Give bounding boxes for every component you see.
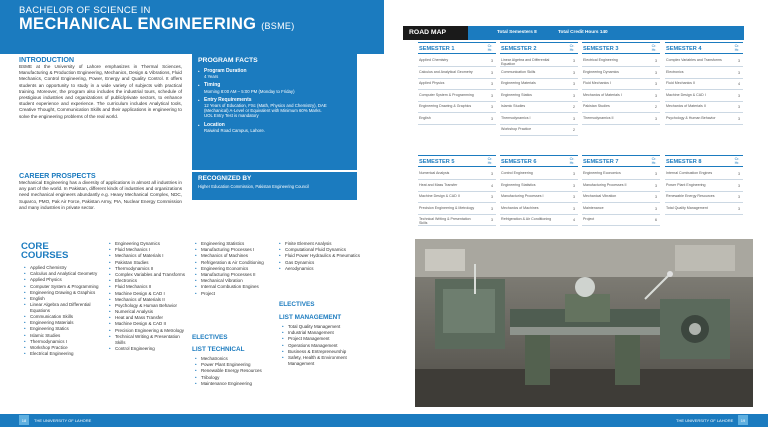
roadmap-total-credits: Total Credit Hours 140 bbox=[558, 29, 608, 34]
credit-hours-label: Cr. Hr. bbox=[734, 44, 740, 53]
course-name: Power Plant Engineering bbox=[666, 182, 706, 187]
credit-hours-label: Cr. Hr. bbox=[651, 44, 657, 53]
course-name: Engineering Statistics bbox=[501, 182, 536, 187]
core-col-2 bbox=[109, 241, 189, 352]
semester-name: SEMESTER 4 bbox=[666, 46, 702, 52]
course-name: Project bbox=[583, 217, 595, 221]
course-credit-hours: 6 bbox=[655, 218, 657, 222]
course-name: Engineering Economics bbox=[583, 171, 621, 175]
entry-test: UOL Entry Test is mandatory bbox=[204, 113, 259, 119]
course-name: Mechanics of Machines bbox=[501, 205, 539, 210]
core-course-item: • Applied Chemistry bbox=[24, 265, 106, 271]
core-course-item: • Complex Variables and Transforms bbox=[109, 272, 189, 278]
entry-label: • Entry Requirements bbox=[204, 96, 252, 103]
core-course-item: • Mechanics of Materials I bbox=[109, 253, 189, 259]
roadmap-course-row bbox=[582, 102, 660, 113]
semester-header bbox=[582, 155, 660, 167]
core-course-item: • Linear Algebra and Differential Equations bbox=[24, 302, 106, 314]
roadmap-course-row bbox=[500, 192, 578, 203]
course-credit-hours: 3 bbox=[738, 116, 740, 121]
management-elective-item: • Business & Entrepreneurship bbox=[282, 349, 364, 355]
core-course-item: • Fluid Mechanics II bbox=[109, 284, 189, 290]
course-credit-hours: 3 bbox=[573, 172, 575, 176]
technical-elective-item: • Power Plant Engineering bbox=[195, 362, 275, 368]
electives-heading-management: ELECTIVES bbox=[279, 301, 315, 308]
course-name: Renewable Energy Resources bbox=[666, 194, 715, 198]
roadmap-course-row bbox=[418, 91, 496, 102]
core-course-item: • Aerodynamics bbox=[279, 266, 361, 272]
core-course-item: • Project bbox=[195, 291, 275, 297]
course-credit-hours: 3 bbox=[738, 105, 740, 109]
fact-location bbox=[198, 123, 351, 133]
roadmap-course-row bbox=[418, 114, 496, 125]
core-course-item: • Precision Engineering & Metrology bbox=[109, 328, 189, 334]
course-name: Precision Engineering & Metrology bbox=[419, 205, 475, 210]
course-credit-hours: 3 bbox=[491, 218, 493, 222]
course-name: Workshop Practice bbox=[501, 127, 532, 131]
course-name: Engineering Drawing & Graphics bbox=[419, 104, 472, 108]
technical-elective-item: • Tribology bbox=[195, 375, 275, 381]
course-name: Engineering Materials bbox=[501, 81, 536, 85]
course-credit-hours: 3 bbox=[655, 183, 657, 188]
roadmap-course-row bbox=[665, 102, 743, 113]
course-name: Control Engineering bbox=[501, 171, 533, 175]
roadmap-course-row bbox=[582, 192, 660, 203]
course-credit-hours: 3 bbox=[573, 93, 575, 98]
course-credit-hours: 2 bbox=[573, 105, 575, 109]
roadmap-course-row bbox=[418, 102, 496, 113]
management-elective-item: • Operations Management bbox=[282, 343, 364, 349]
course-name: Total Quality Management bbox=[666, 205, 708, 210]
core-course-item: • Machine Design & CAD II bbox=[109, 321, 189, 327]
core-course-item: • Numerical Analysis bbox=[109, 309, 189, 315]
timing-value: Morning 8:00 AM – 5:00 PM (Monday to Friday) bbox=[204, 88, 295, 94]
course-name: Islamic Studies bbox=[501, 104, 526, 108]
program-facts-box bbox=[192, 54, 357, 170]
core-course-item: • Pakistan Studies bbox=[109, 260, 189, 266]
timing-label: • Timing bbox=[204, 82, 221, 89]
course-name: Thermodynamics I bbox=[501, 115, 531, 120]
roadmap-course-row bbox=[500, 91, 578, 102]
semester-name: SEMESTER 8 bbox=[666, 159, 702, 165]
course-credit-hours: 4 bbox=[573, 218, 575, 222]
core-course-item: • Engineering Economics bbox=[195, 266, 275, 272]
course-name: Calculus and Analytical Geometry bbox=[419, 69, 473, 74]
course-credit-hours: 3 bbox=[491, 195, 493, 199]
footer-text-left: THE UNIVERSITY OF LAHORE bbox=[34, 418, 92, 423]
core-course-item: • Engineering Dynamics bbox=[109, 241, 189, 247]
entry-value: 12 Years of Education, FSc (Math, Physics and Chemistry), DAE (Mechanical) A-Level or Equivalent with Minimum 60% Marks. bbox=[204, 103, 327, 114]
credit-hours-label: Cr. Hr. bbox=[569, 44, 575, 53]
roadmap-course-row bbox=[665, 79, 743, 90]
fact-duration bbox=[198, 69, 351, 79]
course-credit-hours: 3 bbox=[573, 195, 575, 199]
course-credit-hours: 3 bbox=[655, 59, 657, 63]
course-name: Complex Variables and Transforms bbox=[666, 58, 722, 62]
roadmap-course-row bbox=[582, 215, 660, 226]
course-credit-hours: 3 bbox=[655, 82, 657, 86]
technical-list-heading: LIST TECHNICAL bbox=[192, 346, 245, 353]
roadmap-course-row bbox=[500, 79, 578, 90]
course-credit-hours: 3 bbox=[738, 206, 740, 211]
course-name: Communication Skills bbox=[501, 69, 536, 74]
course-name: Fluid Mechanics I bbox=[583, 81, 611, 85]
core-course-item: • Communication Skills bbox=[24, 314, 106, 320]
credit-hours-label: Cr. Hr. bbox=[651, 157, 657, 166]
roadmap-course-row bbox=[582, 91, 660, 102]
core-course-item: • Psychology & Human Behavior bbox=[109, 303, 189, 309]
course-credit-hours: 3 bbox=[738, 59, 740, 63]
lab-photo bbox=[415, 239, 753, 407]
roadmap-course-row bbox=[500, 181, 578, 192]
course-credit-hours: 3 bbox=[573, 116, 575, 121]
roadmap-total-semesters: Total Semesters 8 bbox=[497, 29, 537, 34]
course-credit-hours: 3 bbox=[738, 183, 740, 188]
course-credit-hours: 3 bbox=[491, 82, 493, 86]
course-name: Maintenance bbox=[583, 205, 604, 210]
roadmap-course-row bbox=[665, 68, 743, 79]
roadmap-course-row bbox=[418, 181, 496, 192]
course-credit-hours: 3 bbox=[491, 116, 493, 121]
course-name: English bbox=[419, 115, 431, 120]
course-credit-hours: 3 bbox=[491, 105, 493, 109]
credit-hours-label: Cr. Hr. bbox=[569, 157, 575, 166]
roadmap-course-row bbox=[418, 169, 496, 180]
duration-label: • Program Duration bbox=[204, 68, 247, 74]
core-course-item: • Engineering Statistics bbox=[195, 241, 275, 247]
semester-header bbox=[500, 42, 578, 54]
core-course-item: • English bbox=[24, 296, 106, 302]
roadmap-course-row bbox=[418, 215, 496, 226]
core-heading-line1: CORE bbox=[21, 241, 49, 252]
core-heading-line2: COURSES bbox=[21, 250, 69, 261]
semester-name: SEMESTER 1 bbox=[419, 46, 455, 52]
core-col-4 bbox=[279, 241, 361, 272]
course-name: Numerical Analysis bbox=[419, 171, 450, 175]
technical-elective-item: • Maintenance Engineering bbox=[195, 381, 275, 387]
core-course-item: • Heat and Mass Transfer bbox=[109, 315, 189, 321]
course-name: Fluid Mechanics II bbox=[666, 81, 695, 85]
recognized-text: Higher Education Commission, Pakistan Engineering Council bbox=[198, 184, 309, 189]
program-facts-title: PROGRAM FACTS bbox=[198, 57, 258, 64]
management-elective-item: • Project Management bbox=[282, 336, 364, 342]
course-credit-hours: 3 bbox=[491, 93, 493, 98]
roadmap-course-row bbox=[500, 204, 578, 215]
course-credit-hours: 3 bbox=[655, 116, 657, 121]
roadmap-course-row bbox=[665, 56, 743, 67]
recognized-box bbox=[192, 172, 357, 200]
core-course-item: • Finite Element Analysis bbox=[279, 241, 361, 247]
course-credit-hours: 3 bbox=[655, 195, 657, 199]
semester-name: SEMESTER 6 bbox=[501, 159, 537, 165]
duration-value: 4 Years bbox=[204, 74, 219, 80]
course-name: Pakistan Studies bbox=[583, 104, 610, 108]
core-course-item: • Thermodynamics I bbox=[24, 339, 106, 345]
course-credit-hours: 3 bbox=[491, 70, 493, 75]
course-credit-hours: 3 bbox=[655, 70, 657, 75]
core-course-item: • Mechanics of Machines bbox=[195, 253, 275, 259]
roadmap-course-row bbox=[665, 181, 743, 192]
core-courses-heading bbox=[21, 242, 68, 260]
management-elective-item: • Total Quality Management bbox=[282, 324, 364, 330]
core-course-item: • Applied Physics bbox=[24, 277, 106, 283]
course-name: Applied Chemistry bbox=[419, 58, 449, 62]
roadmap-course-row bbox=[582, 56, 660, 67]
intro-heading: INTRODUCTION bbox=[19, 55, 75, 64]
course-name: Machine Design & CAD II bbox=[419, 194, 460, 198]
header-title-text: MECHANICAL ENGINEERING bbox=[19, 15, 257, 33]
course-name: Manufacturing Processes II bbox=[583, 182, 627, 187]
roadmap-course-row bbox=[665, 204, 743, 215]
roadmap-course-row bbox=[500, 56, 578, 67]
roadmap-course-row bbox=[582, 169, 660, 180]
roadmap-title: ROAD MAP bbox=[403, 26, 468, 40]
course-credit-hours: 3 bbox=[655, 172, 657, 176]
course-credit-hours: 3 bbox=[491, 206, 493, 211]
course-name: Mechanical Vibration bbox=[583, 194, 617, 198]
course-name: Computer System & Programming bbox=[419, 92, 474, 97]
roadmap-course-row bbox=[582, 114, 660, 125]
core-course-item: • Electrical Engineering bbox=[24, 351, 106, 357]
course-name: Mechanics of Materials II bbox=[666, 104, 706, 108]
core-course-item: • Internal Combustion Engines bbox=[195, 284, 275, 290]
management-elective-item: • Safety, Health & Environment Management bbox=[282, 355, 364, 367]
fact-entry bbox=[198, 98, 351, 119]
core-course-item: • Computer System & Programming bbox=[24, 284, 106, 290]
roadmap-course-row bbox=[500, 125, 578, 136]
course-credit-hours: 3 bbox=[573, 206, 575, 211]
roadmap-course-row bbox=[418, 68, 496, 79]
career-text: Mechanical Engineering has a diversity of applications in almost all industries in any part of the world. In Pakistan, different kinds of industries and organizations need mechanical engineers abundantly e.g. Heavy Mechanical Complex, NDC, Suparco, PMO, Pak Air Force, Pakistan Army, PIA, Nuclear Energy Commission and many industries in private sector. bbox=[19, 180, 182, 210]
course-credit-hours: 3 bbox=[655, 206, 657, 211]
course-credit-hours: 2 bbox=[573, 128, 575, 132]
career-heading: CAREER PROSPECTS bbox=[19, 171, 96, 180]
core-course-item: • Computational Fluid Dynamics bbox=[279, 247, 361, 253]
credit-hours-label: Cr. Hr. bbox=[487, 44, 493, 53]
roadmap-course-row bbox=[582, 181, 660, 192]
course-credit-hours: 4 bbox=[738, 82, 740, 86]
core-course-item: • Engineering Materials bbox=[24, 320, 106, 326]
roadmap-course-row bbox=[665, 114, 743, 125]
core-course-item: • Thermodynamics II bbox=[109, 266, 189, 272]
program-header bbox=[0, 0, 384, 54]
header-subtitle: BACHELOR OF SCIENCE IN bbox=[19, 5, 151, 16]
core-course-item: • Fluid Power Hydraulics & Pneumatics bbox=[279, 253, 361, 259]
core-course-item: • Workshop Practice bbox=[24, 345, 106, 351]
course-credit-hours: 3 bbox=[573, 183, 575, 188]
course-credit-hours: 3 bbox=[491, 172, 493, 176]
course-name: Thermodynamics II bbox=[583, 115, 614, 120]
core-course-item: • Mechanical Vibration bbox=[195, 278, 275, 284]
fact-timing bbox=[198, 83, 351, 93]
roadmap-course-row bbox=[582, 79, 660, 90]
semester-name: SEMESTER 3 bbox=[583, 46, 619, 52]
course-credit-hours: 3 bbox=[738, 93, 740, 98]
semester-header bbox=[665, 42, 743, 54]
page-number-right: 19 bbox=[738, 415, 748, 425]
header-abbr: (BSME) bbox=[261, 21, 295, 31]
roadmap-course-row bbox=[665, 192, 743, 203]
intro-text: BSME at the University of Lahore emphasizes in Thermal Sciences, Manufacturing & Production Engineering, Mechanics, Design & Vibrations, Fluid Mechanics, Control Engineering, Power, Energy and Quality Control. It offers students an opportunity to study in a wide variety of subjects with practical training. Moreover, the program also includes the industrial tours, schedule of prestigious industries and organizations of public/private sectors, to enhance student experience and experience. The curriculum includes Analytical tools, Creative Thought, Communication Skills and their applications in engineering to solve the engineering problems of the real world. bbox=[19, 64, 182, 119]
roadmap-course-row bbox=[418, 79, 496, 90]
header-title bbox=[19, 15, 384, 34]
course-credit-hours: 3 bbox=[573, 70, 575, 75]
core-course-item: • Mechanics of Materials II bbox=[109, 297, 189, 303]
course-name: Refrigeration & Air Conditioning bbox=[501, 217, 552, 221]
roadmap-course-row bbox=[500, 114, 578, 125]
core-col-3 bbox=[195, 241, 275, 297]
management-electives-list bbox=[282, 324, 364, 367]
roadmap-course-row bbox=[418, 192, 496, 203]
semester-name: SEMESTER 2 bbox=[501, 46, 537, 52]
roadmap-course-row bbox=[500, 169, 578, 180]
roadmap-course-row bbox=[500, 215, 578, 226]
course-name: Electronics bbox=[666, 69, 684, 74]
core-course-item: • Fluid Mechanics I bbox=[109, 247, 189, 253]
roadmap-course-row bbox=[500, 68, 578, 79]
core-course-item: • Control Engineering bbox=[109, 346, 189, 352]
management-list-heading: LIST MANAGEMENT bbox=[279, 314, 342, 321]
core-course-item: • Manufacturing Processes II bbox=[195, 272, 275, 278]
page-number-left: 18 bbox=[19, 415, 29, 425]
roadmap-course-row bbox=[665, 91, 743, 102]
course-name: Mechanics of Materials I bbox=[583, 92, 622, 97]
technical-elective-item: • Mechatronics bbox=[195, 356, 275, 362]
core-course-item: • Calculus and Analytical Geometry bbox=[24, 271, 106, 277]
course-name: Linear Algebra and Differential Equation bbox=[501, 58, 550, 66]
roadmap-course-row bbox=[500, 102, 578, 113]
course-credit-hours: 3 bbox=[491, 59, 493, 63]
course-credit-hours: 3 bbox=[738, 172, 740, 176]
location-value: Raiwind Road Campus, Lahore. bbox=[204, 127, 265, 133]
roadmap-course-row bbox=[582, 68, 660, 79]
course-credit-hours: 3 bbox=[573, 59, 575, 63]
electives-heading-technical: ELECTIVES bbox=[192, 334, 228, 341]
management-elective-item: • Industrial Management bbox=[282, 330, 364, 336]
semester-name: SEMESTER 7 bbox=[583, 159, 619, 165]
lathe-workshop-image bbox=[415, 239, 753, 407]
course-name: Engineering Dynamics bbox=[583, 69, 619, 74]
core-course-item: • Refrigeration & Air Conditioning bbox=[195, 260, 275, 266]
course-credit-hours: 2 bbox=[655, 105, 657, 109]
technical-elective-item: • Renewable Energy Resources bbox=[195, 368, 275, 374]
technical-electives-list bbox=[195, 356, 275, 387]
roadmap-course-row bbox=[418, 56, 496, 67]
semester-header bbox=[418, 42, 496, 54]
core-course-item: • Engineering Statics bbox=[24, 326, 106, 332]
semester-header bbox=[418, 155, 496, 167]
course-credit-hours: 3 bbox=[738, 70, 740, 75]
course-name: Heat and Mass Transfer bbox=[419, 182, 458, 187]
course-credit-hours: 3 bbox=[655, 93, 657, 98]
semester-header bbox=[582, 42, 660, 54]
course-credit-hours: 4 bbox=[491, 183, 493, 188]
course-credit-hours: 3 bbox=[573, 82, 575, 86]
semester-header bbox=[500, 155, 578, 167]
course-name: Manufacturing Processes I bbox=[501, 194, 544, 198]
credit-hours-label: Cr. Hr. bbox=[734, 157, 740, 166]
credit-hours-label: Cr. Hr. bbox=[487, 157, 493, 166]
course-name: Applied Physics bbox=[419, 81, 445, 85]
roadmap-course-row bbox=[665, 169, 743, 180]
course-name: Psychology & Human Behavior bbox=[666, 115, 716, 120]
course-name: Technical Writing & Presentation Skills bbox=[419, 217, 471, 225]
core-course-item: • Engineering Drawing & Graphics bbox=[24, 290, 106, 296]
footer-text-right: THE UNIVERSITY OF LAHORE bbox=[676, 418, 734, 423]
core-course-item: • Islamic Studies bbox=[24, 333, 106, 339]
recognized-title: RECOGNIZED BY bbox=[198, 175, 252, 182]
core-course-item: • Manufacturing Processes I bbox=[195, 247, 275, 253]
course-credit-hours: 3 bbox=[738, 195, 740, 199]
course-name: Engineering Statics bbox=[501, 92, 532, 97]
location-label: • Location bbox=[204, 121, 225, 128]
course-name: Machine Design & CAD I bbox=[666, 92, 706, 97]
core-course-item: • Gas Dynamics bbox=[279, 260, 361, 266]
core-course-item: • Technical Writing & Presentation Skills bbox=[109, 334, 189, 346]
core-course-item: • Machine Design & CAD I bbox=[109, 291, 189, 297]
roadmap-course-row bbox=[418, 204, 496, 215]
course-name: Internal Combustion Engines bbox=[666, 171, 713, 175]
semester-name: SEMESTER 5 bbox=[419, 159, 455, 165]
core-col-1 bbox=[24, 265, 106, 357]
core-course-item: • Electronics bbox=[109, 278, 189, 284]
semester-header bbox=[665, 155, 743, 167]
roadmap-course-row bbox=[582, 204, 660, 215]
course-name: Electrical Engineering bbox=[583, 58, 618, 62]
